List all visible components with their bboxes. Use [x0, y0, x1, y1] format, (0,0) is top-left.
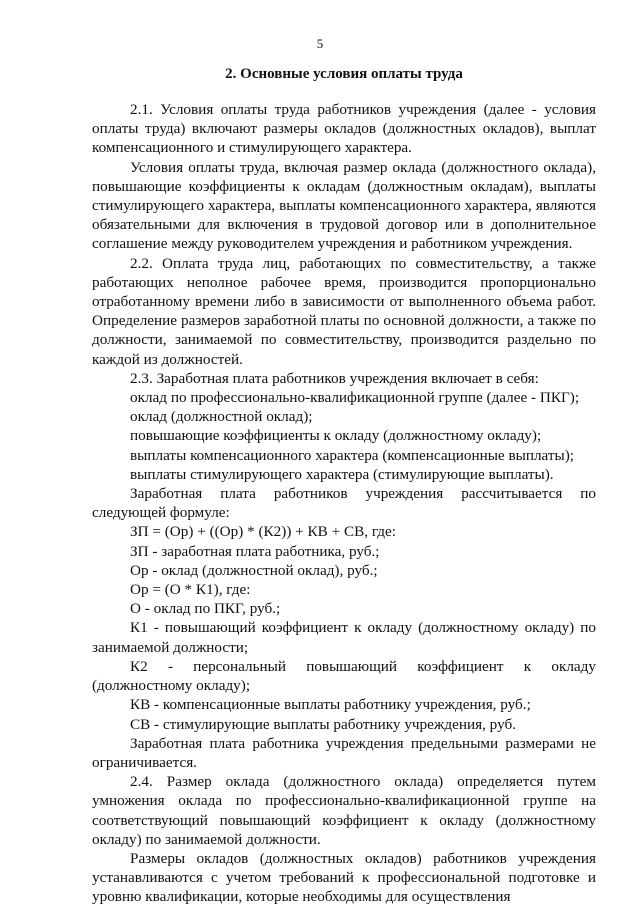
section-title: 2. Основные условия оплаты труда [225, 66, 463, 82]
formula-term-or: Ор - оклад (должностной оклад), руб.; [130, 561, 378, 579]
list-item-salary: оклад (должностной оклад); [130, 408, 313, 426]
body-text [92, 100, 596, 907]
formula-or-definition: Ор = (О * К1), где: [130, 581, 251, 599]
page-number: 5 [316, 36, 324, 51]
paragraph-2-2: 2.2. Оплата труда лиц, работающих по совместительству, а также работающих неполное рабочее время, производится пропорционально отработанному времени либо в зависимости от выполненного объема работ. Определение размеров заработной платы по основной должности, а также по должности, занимаемой по совместительству, производится раздельно по каждой из должностей. [92, 254, 596, 368]
list-item-incentive: выплаты стимулирующего характера (стимулирующие выплаты). [130, 465, 554, 483]
paragraph-conditions: Условия оплаты труда, включая размер оклада (должностного оклада), повышающие коэффициенты к окладам (должностным окладам), выплаты стимулирующего характера, выплаты компенсационного характера, являются обязательными для включения в трудовой договор или в дополнительное соглашение между руководителем учреждения и работником учреждения. [92, 158, 596, 253]
list-item-pkg-salary: оклад по профессионально-квалификационной группе (далее - ПКГ); [130, 389, 580, 407]
formula: ЗП = (Ор) + ((Ор) * (К2)) + КВ + СВ, где: [130, 523, 396, 541]
formula-term-sv: СВ - стимулирующие выплаты работнику учреждения, руб. [130, 715, 516, 733]
formula-intro: Заработная плата работников учреждения рассчитывается по следующей формуле: [92, 485, 596, 522]
paragraph-no-limit: Заработная плата работника учреждения предельными размерами не ограничивается. [92, 734, 596, 771]
formula-term-k1: К1 - повышающий коэффициент к окладу (должностному окладу) по занимаемой должности; [92, 619, 596, 656]
paragraph-2-1: 2.1. Условия оплаты труда работников учреждения (далее - условия оплаты труда) включают размеры окладов (должностных окладов), выплат компенсационного и стимулирующего характера. [92, 101, 596, 157]
formula-term-o: О - оклад по ПКГ, руб.; [130, 600, 281, 618]
list-item-compensation: выплаты компенсационного характера (компенсационные выплаты); [130, 446, 574, 464]
formula-term-kv: КВ - компенсационные выплаты работнику учреждения, руб.; [130, 696, 531, 714]
paragraph-2-4: 2.4. Размер оклада (должностного оклада) определяется путем умножения оклада по профессионально-квалификационной группе на соответствующий повышающий коэффициент к окладу (должностному окладу) по занимаемой должности. [92, 773, 596, 848]
formula-term-k2: К2 - персональный повышающий коэффициент к окладу (должностному окладу); [92, 657, 596, 695]
paragraph-2-3: 2.3. Заработная плата работников учреждения включает в себя: [130, 369, 539, 387]
formula-term-zp: ЗП - заработная плата работника, руб.; [130, 542, 380, 560]
list-item-coefficients: повышающие коэффициенты к окладу (должностному окладу); [130, 427, 542, 445]
paragraph-salary-sizes: Размеры окладов (должностных окладов) работников учреждения устанавливаются с учетом требований к профессиональной подготовке и уровню квалификации, которые необходимы для осуществления [92, 849, 596, 906]
